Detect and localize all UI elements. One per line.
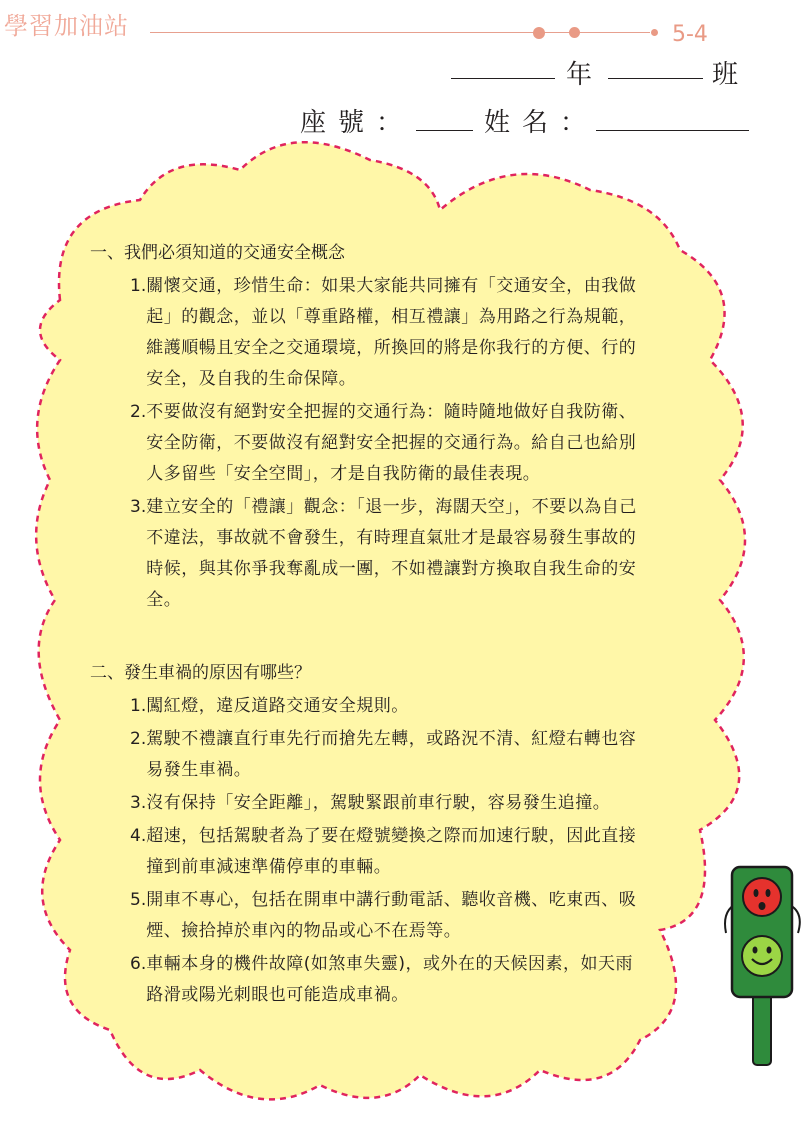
section-concepts — [90, 238, 650, 616]
item-text: 沒有保持「安全距離」，駕駛緊跟前車行駛，容易發生追撞。 — [146, 793, 611, 813]
item-text: 開車不專心，包括在開車中講行動電話、聽收音機、吃東西、吸煙、撿拾掉於車內的物品或心不在焉等。 — [146, 890, 637, 941]
section-heading: 二、發生車禍的原因有哪些？ — [90, 663, 311, 683]
unit-code: 5-4 — [672, 22, 708, 47]
content-area — [90, 238, 650, 1011]
item-text: 闖紅燈，違反道路交通安全規則。 — [146, 696, 409, 716]
item-number: 3. — [130, 497, 147, 517]
item-number: 6. — [130, 954, 147, 974]
list-item — [130, 724, 650, 786]
item-number: 3. — [130, 793, 147, 813]
name-label: 姓名： — [484, 108, 599, 138]
list-item — [130, 949, 650, 1011]
seat-label: 座號： — [300, 108, 415, 138]
item-number: 1. — [130, 696, 147, 716]
item-number: 5. — [130, 890, 147, 910]
header-title: 學習加油站 — [4, 12, 129, 40]
item-number: 1. — [130, 276, 147, 296]
item-text: 駕駛不禮讓直行車先行而搶先左轉，或路況不清、紅燈右轉也容易發生車禍。 — [146, 729, 637, 780]
list-item — [130, 691, 650, 722]
list-item — [130, 821, 650, 883]
item-text: 超速，包括駕駛者為了要在燈號變換之際而加速行駛，因此直接撞到前車減速準備停車的車輛。 — [146, 826, 637, 877]
list-item — [130, 492, 650, 616]
class-label: 班 — [712, 60, 751, 90]
item-text: 建立安全的「禮讓」觀念：「退一步，海闊天空」，不要以為自己不違法，事故就不會發生，有時理直氣壯才是最容易發生事故的時候，與其你爭我奪亂成一團，不如禮讓對方換取自我生命的安全。 — [146, 497, 637, 610]
item-text: 車輛本身的機件故障(如煞車失靈)，或外在的天候因素，如天雨路滑或陽光刺眼也可能造成車禍。 — [146, 954, 633, 1005]
traffic-light-icon — [720, 855, 805, 1070]
item-number: 2. — [130, 729, 147, 749]
list-item — [130, 397, 650, 490]
item-number: 2. — [130, 402, 147, 422]
year-label: 年 — [566, 60, 605, 90]
item-text: 關懷交通，珍惜生命：如果大家能共同擁有「交通安全，由我做起」的觀念，並以「尊重路權，相互禮讓」為用路之行為規範，維護順暢且安全之交通環境，所換回的將是你我行的方便、行的安全，及自我的生命保障。 — [146, 276, 637, 389]
section-heading: 一、我們必須知道的交通安全概念 — [90, 243, 345, 263]
item-number: 4. — [130, 826, 147, 846]
list-item — [130, 788, 650, 819]
list-item — [130, 885, 650, 947]
item-text: 不要做沒有絕對安全把握的交通行為：隨時隨地做好自我防衛、安全防衛，不要做沒有絕對安全把握的交通行為。給自己也給別人多留些「安全空間」，才是自我防衛的最佳表現。 — [146, 402, 637, 484]
list-item — [130, 271, 650, 395]
section-causes — [90, 658, 650, 1011]
